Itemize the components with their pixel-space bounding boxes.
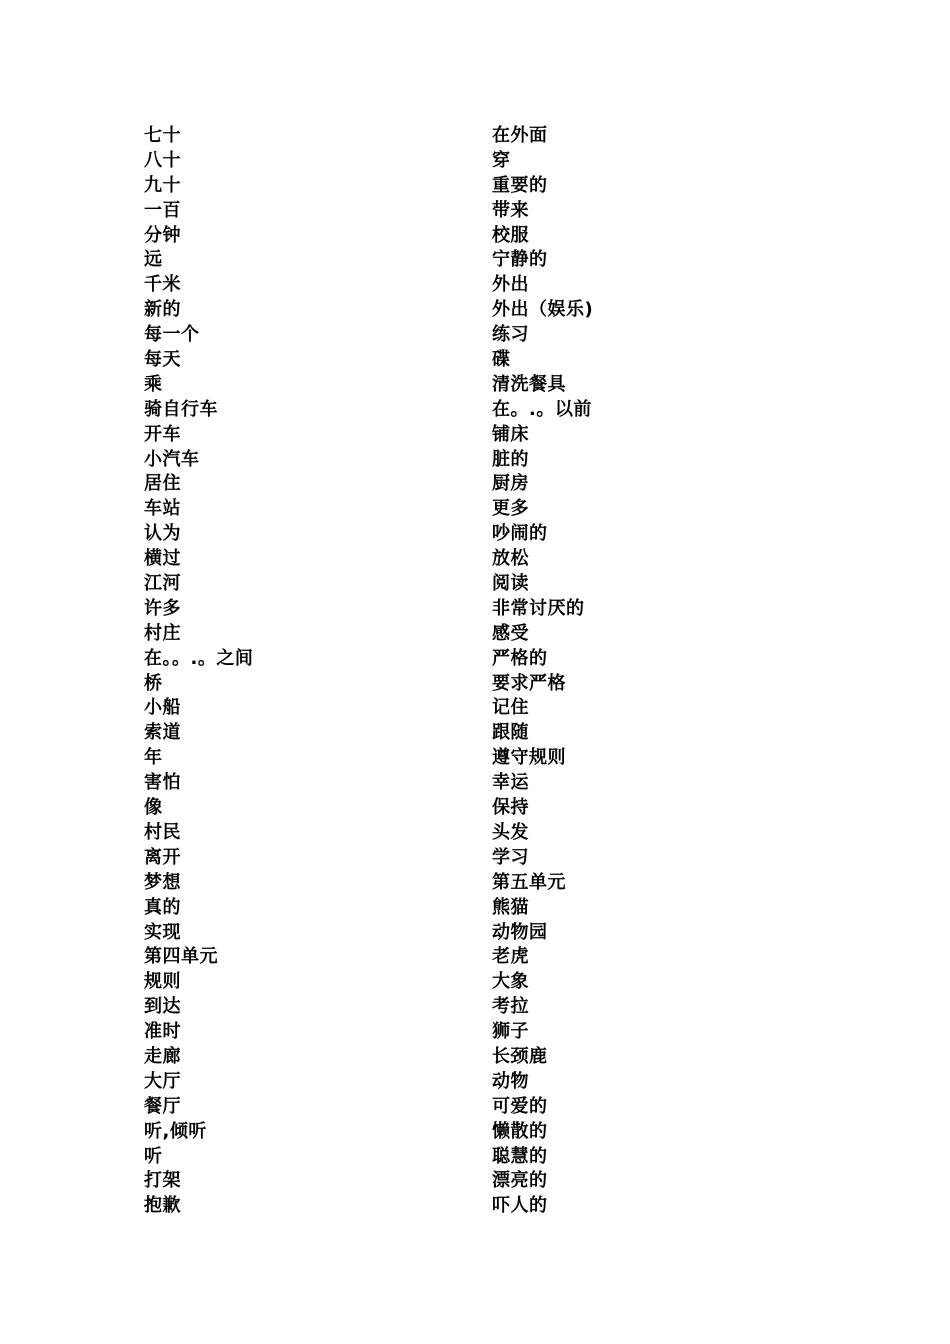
vocabulary-word: 吵闹的: [492, 523, 548, 545]
vocabulary-word: 狮子: [492, 1021, 529, 1043]
vocabulary-word: 梦想: [144, 871, 181, 893]
vocabulary-word: 严格的: [492, 647, 548, 669]
vocabulary-word: 穿: [492, 149, 511, 171]
vocabulary-word: 感受: [492, 622, 529, 644]
vocabulary-word: 重要的: [492, 174, 548, 196]
vocabulary-word: 江河: [144, 573, 181, 595]
vocabulary-word: 跟随: [492, 722, 529, 744]
vocabulary-word: 年: [144, 747, 163, 769]
vocabulary-word: 小汽车: [144, 448, 200, 470]
vocabulary-word: 懒散的: [492, 1120, 548, 1142]
vocabulary-word: 在。.。以前: [492, 398, 592, 420]
vocabulary-word: 到达: [144, 996, 181, 1018]
vocabulary-word: 铺床: [492, 423, 529, 445]
vocabulary-word: 抱歉: [144, 1195, 181, 1217]
vocabulary-word: 桥: [144, 672, 163, 694]
vocabulary-word: 练习: [492, 324, 529, 346]
vocabulary-word: 头发: [492, 821, 529, 843]
vocabulary-word: 动物: [492, 1070, 529, 1092]
vocabulary-word: 阅读: [492, 573, 529, 595]
vocabulary-word: 非常讨厌的: [492, 597, 585, 619]
vocabulary-word: 第五单元: [492, 871, 566, 893]
vocabulary-word: 聪慧的: [492, 1145, 548, 1167]
vocabulary-word: 脏的: [492, 448, 529, 470]
vocabulary-word: 真的: [144, 896, 181, 918]
vocabulary-word: 听,倾听: [144, 1120, 207, 1142]
vocabulary-word: 保持: [492, 797, 529, 819]
vocabulary-word: 在。。.。之间: [144, 647, 254, 669]
vocabulary-word: 熊猫: [492, 896, 529, 918]
vocabulary-word: 大厅: [144, 1070, 181, 1092]
vocabulary-word: 认为: [144, 523, 181, 545]
vocabulary-word: 实现: [144, 921, 181, 943]
vocabulary-word: 开车: [144, 423, 181, 445]
vocabulary-word: 幸运: [492, 772, 529, 794]
vocabulary-word: 碟: [492, 349, 511, 371]
vocabulary-word: 第四单元: [144, 946, 218, 968]
vocabulary-word: 居住: [144, 473, 181, 495]
vocabulary-word: 听: [144, 1145, 163, 1167]
vocabulary-word: 外出（娱乐): [492, 299, 594, 321]
vocabulary-word: 外出: [492, 274, 529, 296]
vocabulary-word: 长颈鹿: [492, 1045, 548, 1067]
vocabulary-word: 车站: [144, 498, 181, 520]
vocabulary-word: 分钟: [144, 224, 181, 246]
vocabulary-word: 学习: [492, 846, 529, 868]
vocabulary-word: 八十: [144, 149, 181, 171]
vocabulary-word: 校服: [492, 224, 529, 246]
vocabulary-word: 村民: [144, 821, 181, 843]
vocabulary-word: 一百: [144, 199, 181, 221]
vocabulary-word: 打架: [144, 1170, 181, 1192]
vocabulary-column-right: [492, 124, 593, 1219]
vocabulary-word: 记住: [492, 697, 529, 719]
vocabulary-word: 害怕: [144, 772, 181, 794]
vocabulary-word: 新的: [144, 299, 181, 321]
vocabulary-word: 村庄: [144, 622, 181, 644]
vocabulary-word: 放松: [492, 548, 529, 570]
vocabulary-word: 索道: [144, 722, 181, 744]
vocabulary-word: 规则: [144, 971, 181, 993]
vocabulary-word: 厨房: [492, 473, 529, 495]
vocabulary-word: 清洗餐具: [492, 373, 566, 395]
vocabulary-word: 可爱的: [492, 1095, 548, 1117]
vocabulary-word: 每一个: [144, 324, 200, 346]
vocabulary-word: 许多: [144, 597, 181, 619]
vocabulary-word: 漂亮的: [492, 1170, 548, 1192]
vocabulary-word: 大象: [492, 971, 529, 993]
vocabulary-word: 乘: [144, 373, 163, 395]
vocabulary-word: 远: [144, 249, 163, 271]
vocabulary-word: 准时: [144, 1021, 181, 1043]
vocabulary-word: 九十: [144, 174, 181, 196]
vocabulary-word: 吓人的: [492, 1195, 548, 1217]
vocabulary-word: 带来: [492, 199, 529, 221]
vocabulary-word: 更多: [492, 498, 529, 520]
vocabulary-word: 骑自行车: [144, 398, 218, 420]
vocabulary-word: 离开: [144, 846, 181, 868]
vocabulary-word: 横过: [144, 548, 181, 570]
vocabulary-word: 老虎: [492, 946, 529, 968]
vocabulary-word: 每天: [144, 349, 181, 371]
vocabulary-word: 要求严格: [492, 672, 566, 694]
vocabulary-word: 七十: [144, 125, 181, 146]
vocabulary-word: 餐厅: [144, 1095, 181, 1117]
vocabulary-word: 在外面: [492, 125, 548, 146]
vocabulary-word: 千米: [144, 274, 181, 296]
vocabulary-word: 考拉: [492, 996, 529, 1018]
vocabulary-word: 走廊: [144, 1045, 181, 1067]
vocabulary-word: 宁静的: [492, 249, 548, 271]
vocabulary-word: 动物园: [492, 921, 548, 943]
vocabulary-word: 像: [144, 797, 163, 819]
vocabulary-word: 小船: [144, 697, 181, 719]
vocabulary-column-left: [144, 124, 253, 1219]
vocabulary-word: 遵守规则: [492, 747, 566, 769]
